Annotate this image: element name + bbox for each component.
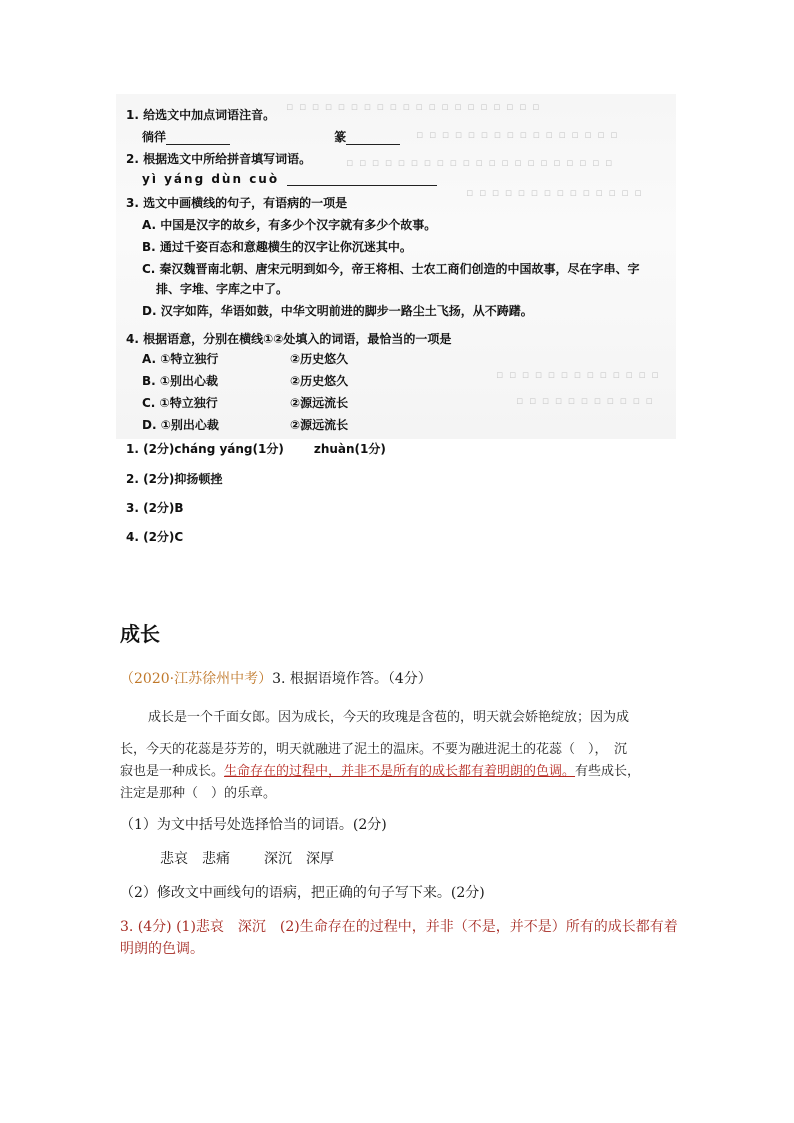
question-intro: 3. 根据语境作答。（4分） (272, 671, 432, 687)
underlined-sentence: 生命存在的过程中，并非不是所有的成长都有着明朗的色调。 (224, 764, 576, 779)
answer-1: 1. (2分)cháng yáng(1分) zhuàn(1分) (126, 442, 386, 456)
bleed-through-text: ▫ ▫ ▫ ▫ ▫ ▫ ▫ ▫ ▫ ▫ ▫ ▫ ▫ ▫ ▫ ▫ ▫ ▫ ▫ ▫ ▫ (346, 156, 614, 169)
q3-option-d: D. 汉字如阵，华语如鼓，中华文明前进的脚步一路尘土飞扬，从不踌躇。 (142, 304, 533, 318)
q1-word2: 篆 (334, 130, 347, 144)
bleed-through-text: ▫ ▫ ▫ ▫ ▫ ▫ ▫ ▫ ▫ ▫ ▫ ▫ ▫ ▫ (466, 186, 643, 199)
passage-line-1: 成长是一个千面女郎。因为成长，今天的玫瑰是含苞的，明天就会娇艳绽放；因为成 (148, 710, 630, 725)
word-choices (160, 848, 348, 868)
q2-prompt: 2. 根据选文中所给拼音填写词语。 (126, 152, 312, 166)
bleed-through-text: ▫ ▫ ▫ ▫ ▫ ▫ ▫ ▫ ▫ ▫ ▫ ▫ ▫ (496, 368, 660, 381)
bleed-through-text: ▫ ▫ ▫ ▫ ▫ ▫ ▫ ▫ ▫ ▫ ▫ ▫ ▫ ▫ ▫ ▫ (416, 128, 619, 141)
passage-line-3: 寂也是一种成长。生命存在的过程中，并非不是所有的成长都有着明朗的色调。有些成长， (120, 764, 641, 779)
bleed-through-text: ▫ ▫ ▫ ▫ ▫ ▫ ▫ ▫ ▫ ▫ ▫ (516, 394, 654, 407)
q4-option-c: C. ①特立独行 ②源远流长 (142, 396, 349, 410)
word-choice: 深沉 (264, 851, 292, 867)
q3-option-c-cont: 排、字堆、字库之中了。 (156, 282, 289, 296)
passage-line-4: 注定是那种（ ）的乐章。 (120, 786, 277, 801)
sub-question-1: （1）为文中括号处选择恰当的词语。(2分) (120, 817, 387, 833)
q4-option-d: D. ①别出心裁 ②源远流长 (142, 418, 349, 432)
answer-3: 3. (2分)B (126, 501, 184, 515)
bleed-through-text: ▫ ▫ ▫ ▫ ▫ ▫ ▫ ▫ ▫ ▫ ▫ ▫ ▫ ▫ ▫ ▫ ▫ ▫ ▫ ▫ (286, 100, 541, 113)
q3-prompt: 3. 选文中画横线的句子，有语病的一项是 (126, 196, 348, 210)
passage-line-2: 长，今天的花蕊是芬芳的，明天就融进了泥土的温床。不要为融进泥土的花蕊（ ）， 沉 (120, 742, 628, 757)
section-title: 成长 (120, 622, 160, 646)
question-source: （2020·江苏徐州中考） (120, 671, 273, 687)
q3-option-b: B. 通过千姿百态和意趣横生的汉字让你沉迷其中。 (142, 240, 412, 254)
word-choice: 悲痛 (202, 851, 230, 867)
word-choice: 深厚 (306, 851, 334, 867)
q1-words (142, 128, 400, 145)
answer-line-2: 明朗的色调。 (120, 941, 204, 957)
sub-question-2: （2）修改文中画线句的语病，把正确的句子写下来。(2分) (120, 885, 485, 901)
q3-option-c: C. 秦汉魏晋南北朝、唐宋元明到如今，帝王将相、士农工商们创造的中国故事，尽在字串、字 (142, 262, 640, 276)
answer-2: 2. (2分)抑扬顿挫 (126, 472, 223, 486)
answer-blank (166, 132, 230, 145)
q2-pinyin: yì yáng dùn cuò (142, 172, 437, 186)
q4-option-a: A. ①特立独行 ②历史悠久 (142, 352, 349, 366)
answer-blank (346, 132, 400, 145)
scanned-exam-image (116, 94, 676, 439)
answer-blank (287, 173, 437, 186)
q1-prompt: 1. 给选文中加点词语注音。 (126, 108, 276, 122)
answer-line-1: 3. (4分) (1)悲哀 深沉 (2)生命存在的过程中，并非（不是，并不是）所有的成长都有着 (120, 919, 678, 935)
q3-option-a: A. 中国是汉字的故乡，有多少个汉字就有多少个故事。 (142, 218, 437, 232)
q4-option-b: B. ①别出心裁 ②历史悠久 (142, 374, 349, 388)
answer-4: 4. (2分)C (126, 530, 184, 544)
q4-prompt: 4. 根据语意，分别在横线①②处填入的词语，最恰当的一项是 (126, 332, 452, 346)
q1-word1: 徜徉 (142, 130, 167, 144)
question-header (120, 668, 432, 688)
word-choice: 悲哀 (160, 851, 188, 867)
